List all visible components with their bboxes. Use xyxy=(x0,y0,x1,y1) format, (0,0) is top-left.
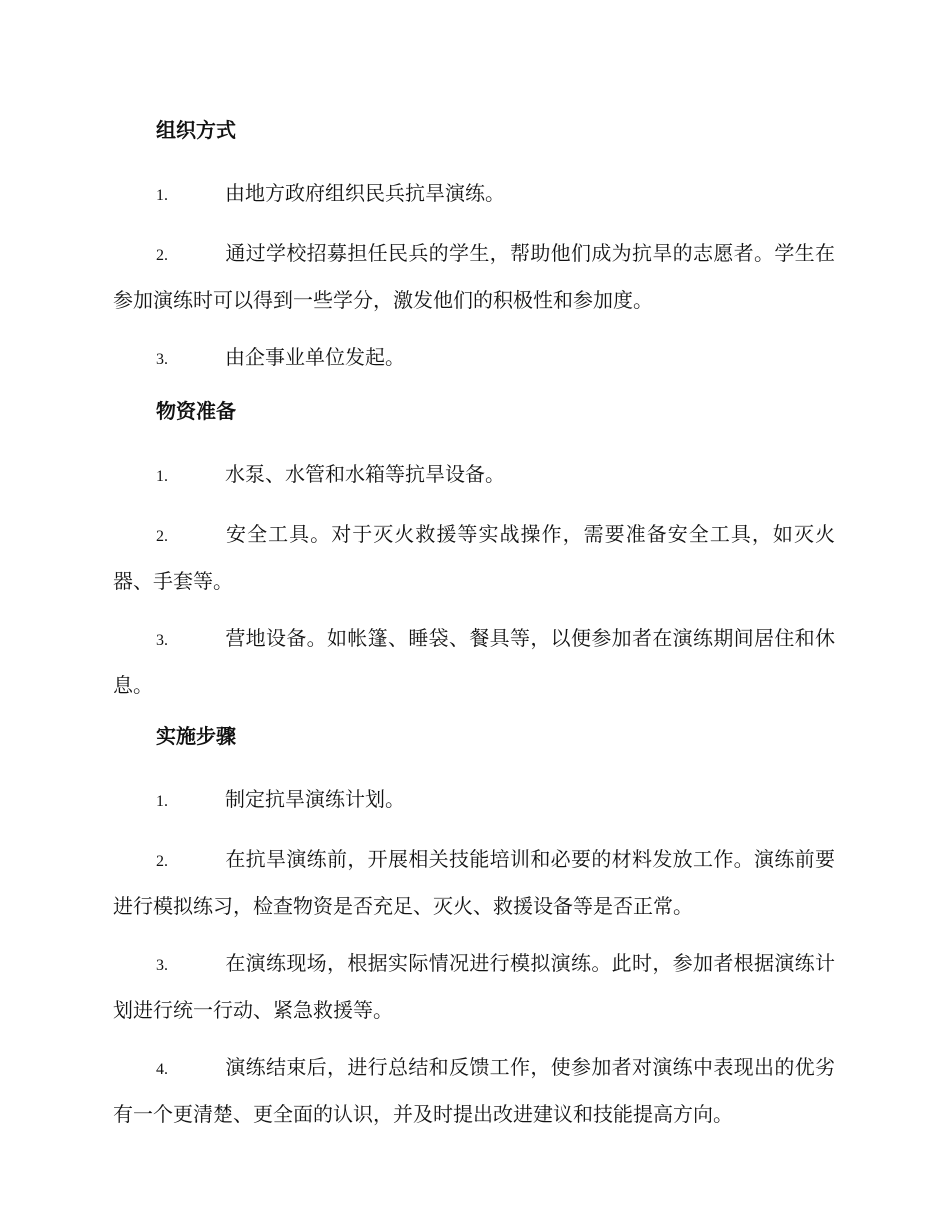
list-item-number: 2. xyxy=(156,528,168,545)
list-item-number: 2. xyxy=(156,247,168,264)
section-heading-steps: 实施步骤 xyxy=(156,724,236,748)
list-item xyxy=(113,171,835,218)
list-item-text: 营地设备。如帐篷、睡袋、餐具等，以便参加者在演练期间居住和休息。 xyxy=(113,626,835,697)
list-item-number: 1. xyxy=(156,793,168,810)
section-heading-organization: 组织方式 xyxy=(156,118,236,142)
list-item-number: 3. xyxy=(156,632,168,649)
list-item-number: 2. xyxy=(156,853,168,870)
list-item-text: 水泵、水管和水箱等抗旱设备。 xyxy=(225,462,505,486)
list-item xyxy=(113,1045,835,1136)
list-item xyxy=(113,777,835,824)
list-item-number: 4. xyxy=(156,1061,168,1078)
list-item-text: 制定抗旱演练计划。 xyxy=(225,787,405,811)
list-item xyxy=(113,335,835,382)
section-heading-materials: 物资准备 xyxy=(156,399,236,423)
list-item xyxy=(113,837,835,928)
list-item-number: 1. xyxy=(156,468,168,485)
list-item xyxy=(113,941,835,1032)
list-item xyxy=(113,231,835,322)
list-item xyxy=(113,452,835,499)
list-item-text: 演练结束后，进行总结和反馈工作，使参加者对演练中表现出的优劣有一个更清楚、更全面的认识，并及时提出改进建议和技能提高方向。 xyxy=(113,1055,835,1126)
list-item-text: 在抗旱演练前，开展相关技能培训和必要的材料发放工作。演练前要进行模拟练习，检查物资是否充足、灭火、救援设备等是否正常。 xyxy=(113,847,835,918)
list-item xyxy=(113,512,835,603)
list-item xyxy=(113,616,835,707)
document-body xyxy=(113,114,835,1149)
list-item-number: 1. xyxy=(156,187,168,204)
list-item-number: 3. xyxy=(156,957,168,974)
list-item-text: 由企事业单位发起。 xyxy=(225,345,405,369)
list-item-number: 3. xyxy=(156,351,168,368)
list-item-text: 由地方政府组织民兵抗旱演练。 xyxy=(225,181,505,205)
list-item-text: 在演练现场，根据实际情况进行模拟演练。此时，参加者根据演练计划进行统一行动、紧急救援等。 xyxy=(113,951,835,1022)
list-item-text: 安全工具。对于灭火救援等实战操作，需要准备安全工具，如灭火器、手套等。 xyxy=(113,522,835,593)
list-item-text: 通过学校招募担任民兵的学生，帮助他们成为抗旱的志愿者。学生在参加演练时可以得到一些学分，激发他们的积极性和参加度。 xyxy=(113,241,835,312)
